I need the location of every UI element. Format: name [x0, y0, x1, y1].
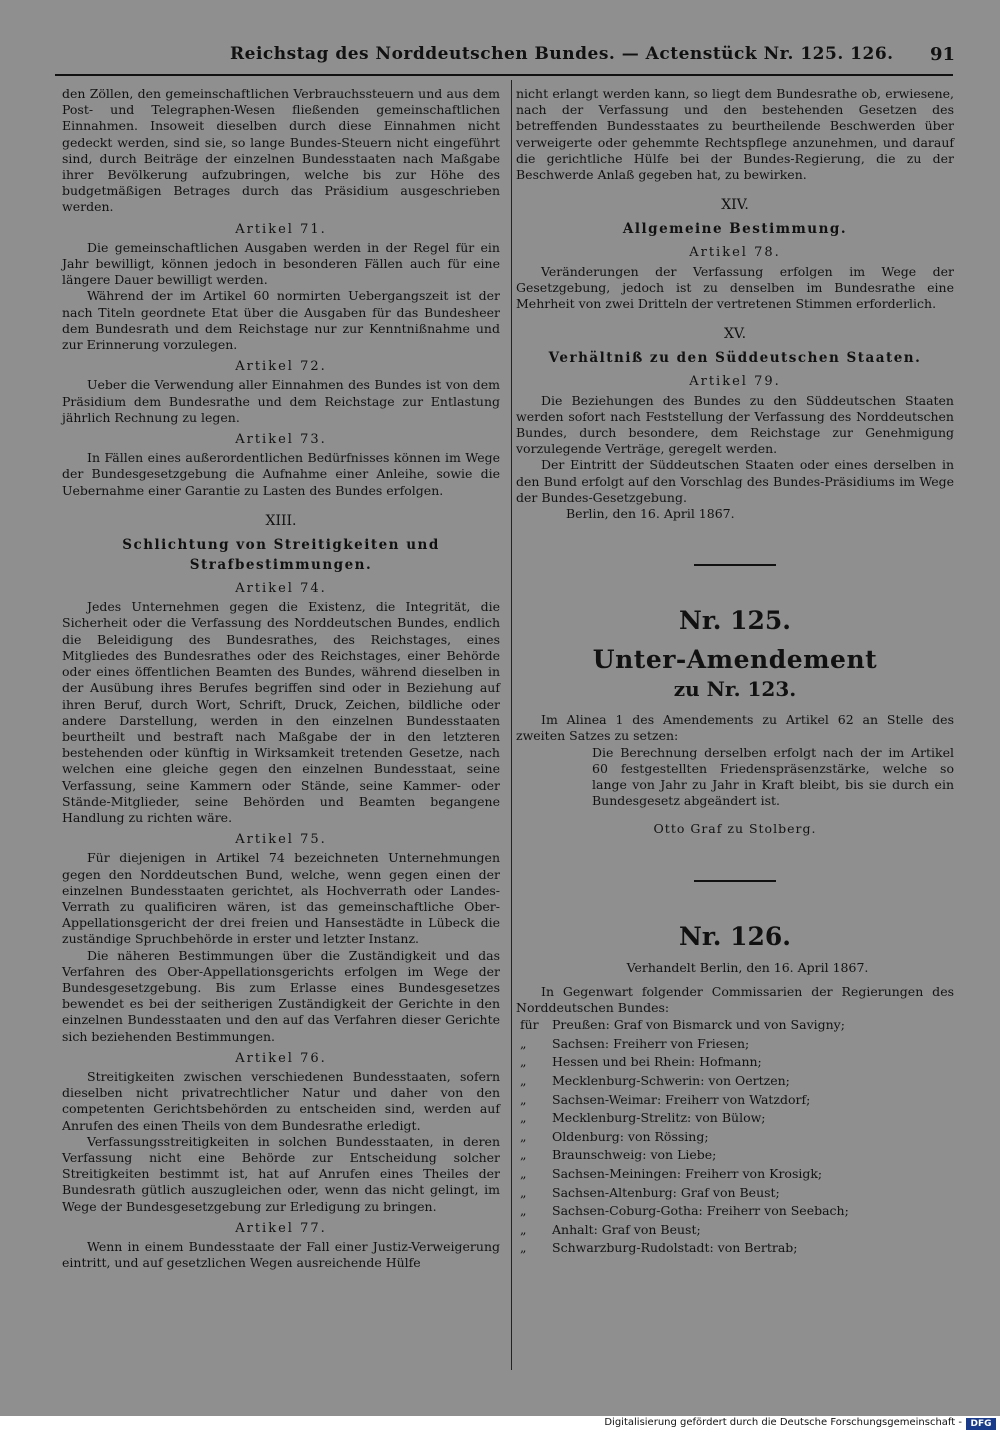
list-item-text: Sachsen-Coburg-Gotha: Freiherr von Seebach;: [552, 1203, 849, 1219]
article-77-paragraph-1: Wenn in einem Bundesstaate der Fall einer Justiz-Verweigerung eintritt, und auf gesetzlichen Wegen ausreichende Hülfe: [62, 1239, 500, 1271]
article-76-heading: Artikel 76.: [235, 1050, 327, 1066]
separator-rule: [694, 564, 776, 566]
list-item-prefix: „: [520, 1073, 527, 1089]
article-75-paragraph-1: Für diejenigen in Artikel 74 bezeichneten Unternehmungen gegen den Norddeutschen Bund, welche, wenn gegen einen der einzelnen Bundesstaaten gerichtet, als Hochverrath oder Landes-Verrath zu qualificiren wären, ist das gemeinschaftliche Ober-Appellationsgericht der drei freien und Hansestädte in Lübeck die zuständige Spruchbehörde in erster und letzter Instanz.: [62, 850, 500, 947]
date-line: Berlin, den 16. April 1867.: [566, 506, 735, 522]
continued-paragraph: den Zöllen, den gemeinschaftlichen Verbrauchssteuern und aus dem Post- und Telegraphen-Wesen fließenden gemeinschaftlichen Einnahmen. Insoweit dieselben durch diese Einnahmen nicht gedeckt werden, sind sie, so lange Bundes-Steuern nicht eingeführt sind, durch Beiträge der einzelnen Bundesstaaten nach Maßgabe ihrer Bevölkerung aufzubringen, welche bis zur Höhe des budgetmäßigen Betrages durch das Präsidium ausgeschrieben werden.: [62, 86, 500, 215]
article-77-heading: Artikel 77.: [235, 1220, 327, 1236]
section-13-number: XIII.: [265, 512, 297, 529]
list-item-prefix: „: [520, 1240, 527, 1256]
funding-notice: Digitalisierung gefördert durch die Deutsche Forschungsgemeinschaft -: [604, 1417, 962, 1428]
document-125-paragraph: Im Alinea 1 des Amendements zu Artikel 62 an Stelle des zweiten Satzes zu setzen:: [516, 712, 954, 744]
article-74-paragraph-1: Jedes Unternehmen gegen die Existenz, die Integrität, die Sicherheit oder die Verfassung des Norddeutschen Bundes, endlich die Beleidigung des Bundesrathes, des Reichstages, eines Mitgliedes des Bundesrathes oder des Reichstages, einer Behörde oder eines öffentlichen Beamten des Bundes, während dieselben in der Ausübung ihres Berufes begriffen sind oder in Beziehung auf ihren Beruf, durch Wort, Schrift, Druck, Zeichen, bildliche oder andere Darstellung, werden in den einzelnen Bundesstaaten beurtheilt und bestraft nach Maßgabe der in den letzteren bestehenden oder künftig in Wirksamkeit tretenden Gesetze, nach welchen eine gleiche gegen den einzelnen Bundesstaat, seine Verfassung, seine Kammern oder Stände, seine Kammer- oder Stände-Mitglieder, seine Behörden und Beamten begangene Handlung zu richten wäre.: [62, 599, 500, 825]
left-column: [62, 86, 500, 1271]
article-78-paragraph-1: Veränderungen der Verfassung erfolgen im Wege der Gesetzgebung, jedoch ist zu denselben im Bundesrathe eine Mehrheit von zwei Dritteln der vertretenen Stimmen erforderlich.: [516, 263, 954, 312]
list-item: [516, 1239, 954, 1258]
list-item-prefix: für: [520, 1017, 539, 1033]
list-item-text: Sachsen-Altenburg: Graf von Beust;: [552, 1184, 780, 1200]
article-74-heading: Artikel 74.: [235, 581, 327, 597]
section-13-title: Schlichtung von Streitigkeiten und Strafbestimmungen.: [122, 537, 440, 574]
document-125-subtitle: zu Nr. 123.: [673, 677, 797, 702]
list-item-prefix: „: [520, 1091, 527, 1107]
document-126-intro: In Gegenwart folgender Commissarien der Regierungen des Norddeutschen Bundes:: [516, 983, 954, 1016]
list-item-text: Schwarzburg-Rudolstadt: von Bertrab;: [552, 1240, 798, 1256]
footer-bar: [0, 1416, 1000, 1432]
article-75-paragraph-2: Die näheren Bestimmungen über die Zuständigkeit und das Verfahren des Ober-Appellationsgerichts erfolgen im Wege der Bundesgesetzgebung. Bis zum Erlasse eines Bundesgesetzes bewendet es bei der seitherigen Zuständigkeit der Gerichte in den einzelnen Bundesstaaten und den auf das Verfahren dieser Gerichte sich beziehenden Bestimmungen.: [62, 947, 500, 1044]
section-14-number: XIV.: [721, 197, 749, 214]
list-item-text: Sachsen-Weimar: Freiherr von Watzdorf;: [552, 1091, 811, 1107]
separator-rule: [694, 880, 776, 882]
list-item: [516, 1091, 954, 1110]
right-column: [516, 86, 954, 1258]
list-item-text: Sachsen-Meiningen: Freiherr von Krosigk;: [552, 1166, 823, 1182]
list-item-text: Sachsen: Freiherr von Friesen;: [552, 1035, 750, 1051]
list-item-prefix: „: [520, 1221, 527, 1237]
column-divider: [511, 80, 512, 1370]
list-item: [516, 1072, 954, 1091]
article-73-paragraph-1: In Fällen eines außerordentlichen Bedürfnisses können im Wege der Bundesgesetzgebung die Aufnahme einer Anleihe, sowie die Uebernahme einer Garantie zu Lasten des Bundes erfolgen.: [62, 450, 500, 498]
section-14-title: Allgemeine Bestimmung.: [622, 221, 848, 238]
list-item-prefix: „: [520, 1110, 527, 1126]
article-73-heading: Artikel 73.: [235, 432, 327, 448]
commissioner-list: [516, 1016, 954, 1258]
article-71-heading: Artikel 71.: [235, 221, 327, 237]
document-number-125: Nr. 125.: [678, 606, 792, 636]
section-15-title: Verhältniß zu den Süddeutschen Staaten.: [548, 350, 922, 367]
list-item: [516, 1016, 954, 1035]
article-76-paragraph-2: Verfassungsstreitigkeiten in solchen Bundesstaaten, in deren Verfassung nicht eine Behörde zur Entscheidung solcher Streitigkeiten bestimmt ist, hat auf Anrufen eines Theiles der Bundesrath gütlich auszugleichen oder, wenn das nicht gelingt, im Wege der Bundesgesetzgebung zur Erledigung zu bringen.: [62, 1133, 500, 1214]
list-item: [516, 1128, 954, 1147]
list-item-prefix: „: [520, 1054, 527, 1070]
article-75-heading: Artikel 75.: [235, 832, 327, 848]
list-item-text: Mecklenburg-Strelitz: von Bülow;: [552, 1110, 766, 1126]
list-item-prefix: „: [520, 1184, 527, 1200]
list-item-prefix: „: [520, 1147, 527, 1163]
section-15-number: XV.: [723, 326, 747, 343]
list-item-text: Anhalt: Graf von Beust;: [552, 1221, 701, 1237]
page-number: 91: [929, 44, 955, 65]
article-76-paragraph-1: Streitigkeiten zwischen verschiedenen Bundesstaaten, sofern dieselben nicht privatrechtlicher Natur und daher von den competenten Gerichtsbehörden zu entscheiden sind, werden auf Anrufen des einen Theils von dem Bundesrathe erledigt.: [62, 1068, 500, 1133]
article-78-heading: Artikel 78.: [689, 245, 781, 261]
list-item: [516, 1184, 954, 1203]
document-125-title: Unter-Amendement: [592, 645, 878, 675]
list-item-prefix: „: [520, 1128, 527, 1144]
article-72-heading: Artikel 72.: [235, 359, 327, 375]
article-79-heading: Artikel 79.: [689, 374, 781, 390]
continued-paragraph: nicht erlangt werden kann, so liegt dem Bundesrathe ob, erwiesene, nach der Verfassung und den bestehenden Gesetzen des betreffenden Bundesstaates zu beurtheilende Beschwerden über verweigerte oder gehemmte Rechtspflege anzunehmen, und darauf die gerichtliche Hülfe bei der Bundes-Regierung, die zu der Beschwerde Anlaß gegeben hat, zu bewirken.: [516, 86, 954, 183]
article-72-paragraph-1: Ueber die Verwendung aller Einnahmen des Bundes ist von dem Präsidium dem Bundesrathe und dem Reichstage zur Entlastung jährlich Rechnung zu legen.: [62, 377, 500, 425]
document-number-126: Nr. 126.: [678, 921, 792, 951]
list-item-text: Oldenburg: von Rössing;: [552, 1128, 709, 1144]
list-item-text: Braunschweig: von Liebe;: [552, 1147, 717, 1163]
list-item-prefix: „: [520, 1203, 527, 1219]
document-125-signature: Otto Graf zu Stolberg.: [653, 821, 817, 837]
list-item-text: Mecklenburg-Schwerin: von Oertzen;: [552, 1073, 790, 1089]
list-item-text: Preußen: Graf von Bismarck und von Savigny;: [552, 1017, 845, 1033]
header-title: Reichstag des Norddeutschen Bundes. — Actenstück Nr. 125. 126.: [230, 44, 894, 64]
document-126-date: Verhandelt Berlin, den 16. April 1867.: [626, 959, 869, 975]
list-item: [516, 1053, 954, 1072]
article-79-paragraph-2: Der Eintritt der Süddeutschen Staaten oder eines derselben in den Bund erfolgt auf den Vorschlag des Bundes-Präsidiums im Wege der Bundes-Gesetzgebung.: [516, 457, 954, 505]
list-item: [516, 1202, 954, 1221]
article-71-paragraph-2: Während der im Artikel 60 normirten Uebergangszeit ist der nach Titeln geordnete Etat über die Ausgaben für das Bundesheer dem Bundesrath und dem Reichstage nur zur Kenntnißnahme und zur Erinnerung vorzulegen.: [62, 288, 500, 353]
document-125-quote: [516, 745, 954, 810]
list-item-text: Hessen und bei Rhein: Hofmann;: [552, 1054, 762, 1070]
list-item-prefix: „: [520, 1035, 527, 1051]
running-header: [55, 44, 955, 72]
list-item: [516, 1165, 954, 1184]
list-item: [516, 1109, 954, 1128]
list-item: [516, 1146, 954, 1165]
header-rule: [55, 74, 953, 76]
list-item: [516, 1035, 954, 1054]
quoted-text: Die Berechnung derselben erfolgt nach der im Artikel 60 festgestellten Friedenspräsenzstärke, welche so lange von Jahr zu Jahr in Kraft bleibt, bis sie durch ein Bundesgesetz abgeändert ist.: [592, 744, 954, 809]
article-71-paragraph-1: Die gemeinschaftlichen Ausgaben werden in der Regel für ein Jahr bewilligt, können jedoch in besonderen Fällen auch für eine längere Dauer bewilligt werden.: [62, 239, 500, 288]
dfg-logo: DFG: [966, 1418, 996, 1430]
list-item: [516, 1221, 954, 1240]
list-item-prefix: „: [520, 1166, 527, 1182]
article-79-paragraph-1: Die Beziehungen des Bundes zu den Süddeutschen Staaten werden sofort nach Feststellung der Verfassung des Norddeutschen Bundes, durch besondere, dem Reichstage zur Genehmigung vorzulegende Verträge, geregelt werden.: [516, 392, 954, 457]
